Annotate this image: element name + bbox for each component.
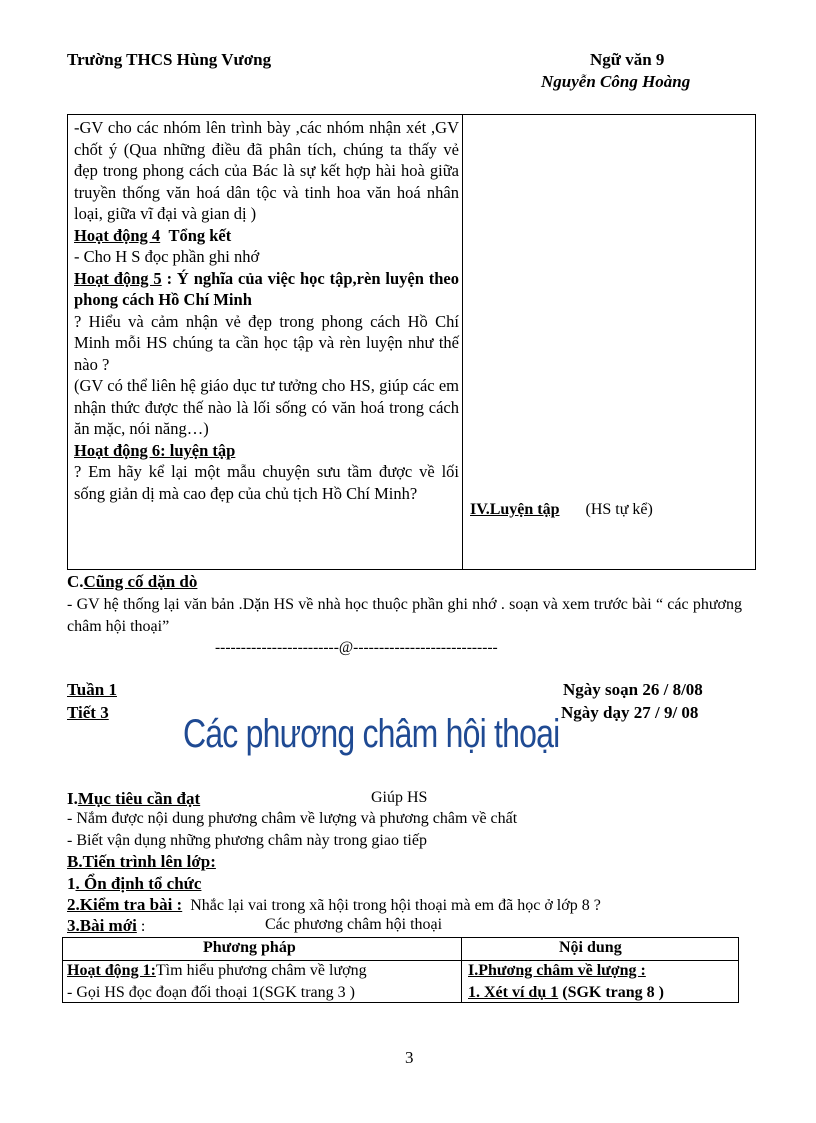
- step1: [67, 874, 201, 894]
- objectives-heading: [67, 789, 200, 809]
- objectives-title: Mục tiêu cần đạt: [77, 789, 201, 808]
- consolidation-heading: [67, 572, 197, 592]
- content-heading: I.Phương châm về lượng :: [468, 962, 646, 979]
- subject-name: Ngữ văn 9: [590, 50, 665, 69]
- lesson-table: [62, 937, 739, 1003]
- practice-cell: [470, 501, 653, 519]
- step3-label: 3.Bài mới: [67, 916, 137, 935]
- step2: [67, 895, 601, 915]
- activity1-heading: [67, 962, 367, 980]
- group-presentation-paragraph: -GV cho các nhóm lên trình bày ,các nhóm nhận xét ,GV chốt ý (Qua những điều đã phân tích, chúng ta thấy vẻ đẹp trong phong cách của Bác là sự kết hợp hài hoà giữa truyền thống văn hoá dân tộc và tinh hoa văn hoá nhân loại, giữa vĩ đại và gian dị ): [74, 118, 459, 223]
- step3-text: Các phương châm hội thoại: [265, 916, 443, 933]
- activity5-note: (GV có thể liên hệ giáo dục tư tưởng cho HS, giúp các em nhận thức được thế nào là lối sống có văn hoá trong cách ăn mặc, nói năng…): [74, 376, 459, 438]
- teach-date: Ngày dạy 27 / 9/ 08: [561, 703, 699, 722]
- col-header-content: Nội dung: [559, 939, 622, 956]
- practice-heading: IV.Luyện tập: [470, 501, 560, 518]
- lesson-title: Các phương châm hội thoại: [183, 712, 560, 756]
- col-header-methods: Phương pháp: [203, 939, 296, 956]
- objective-item-2: - Biết vận dụng những phương châm này trong giao tiếp: [67, 832, 427, 849]
- page-number: 3: [405, 1048, 414, 1067]
- content-example-label: 1. Xét ví dụ 1: [468, 984, 559, 1001]
- activity1-label: Hoạt động 1:: [67, 962, 156, 979]
- content-example: [468, 984, 664, 1002]
- methods-cell: [74, 117, 459, 504]
- consolidation-prefix: C.: [67, 572, 84, 591]
- separator-line: ------------------------@----------------------------: [215, 639, 498, 656]
- lesson-table-column-divider: [461, 938, 462, 1002]
- table-column-divider: [462, 115, 463, 569]
- activity4-title: Tổng kết: [168, 225, 232, 245]
- prep-date: Ngày soạn 26 / 8/08: [563, 680, 703, 699]
- activity4-heading: [74, 225, 459, 247]
- consolidation-title: Cũng cố dặn dò: [83, 572, 198, 591]
- step2-text: Nhắc lại vai trong xã hội trong hội thoại mà em đã học ở lớp 8 ?: [190, 897, 601, 914]
- step3: [67, 916, 145, 936]
- step1-text: . Ổn định tổ chức: [75, 874, 202, 893]
- activity4-text: - Cho H S đọc phần ghi nhớ: [74, 247, 260, 266]
- activity1-text: Tìm hiểu phương châm về lượng: [155, 962, 367, 979]
- activity6-heading: Hoạt động 6: luyện tập: [74, 440, 236, 460]
- objective-item-1: - Nắm được nội dung phương châm về lượng và phương châm về chất: [67, 810, 518, 827]
- activity5-title: : Ý nghĩa của việc học tập,rèn luyện theo phong cách Hồ Chí Minh: [74, 268, 459, 309]
- activity4-label: Hoạt động 4: [74, 225, 161, 245]
- consolidation-text: - GV hệ thống lại văn bản .Dặn HS về nhà học thuộc phần ghi nhớ . soạn và xem trước bài “ các phương châm hội thoại”: [67, 596, 742, 635]
- step3-sep: :: [136, 918, 146, 935]
- activity5-label: Hoạt động 5: [74, 268, 162, 288]
- objectives-prefix: I.: [67, 789, 78, 808]
- objectives-help: Giúp HS: [371, 789, 428, 806]
- procedure-heading: B.Tiến trình lên lớp:: [67, 852, 216, 871]
- lesson-table-header-divider: [63, 960, 738, 961]
- school-name: Trường THCS Hùng Vương: [67, 50, 272, 69]
- activity5-question: ? Hiểu và cảm nhận vẻ đẹp trong phong cách Hồ Chí Minh mỗi HS chúng ta cần học tập và rèn luyện như thế nào ?: [74, 311, 459, 374]
- activity5-heading: [74, 268, 459, 311]
- step2-label: 2.Kiểm tra bài :: [67, 895, 183, 914]
- practice-note: (HS tự kể): [585, 501, 653, 518]
- activity1-task: - Gọi HS đọc đoạn đối thoại 1(SGK trang 3 ): [67, 984, 355, 1001]
- step1-prefix: 1: [67, 874, 76, 893]
- week-label: Tuần 1: [67, 680, 117, 699]
- activities-table: [67, 114, 756, 570]
- content-example-ref: (SGK trang 8 ): [558, 984, 665, 1001]
- period-label: Tiết 3: [67, 703, 109, 722]
- teacher-name: Nguyễn Công Hoàng: [541, 72, 691, 91]
- activity6-question: ? Em hãy kể lại một mẫu chuyện sưu tầm được về lối sống giản dị mà cao đẹp của chủ tịch Hồ Chí Minh?: [74, 462, 459, 503]
